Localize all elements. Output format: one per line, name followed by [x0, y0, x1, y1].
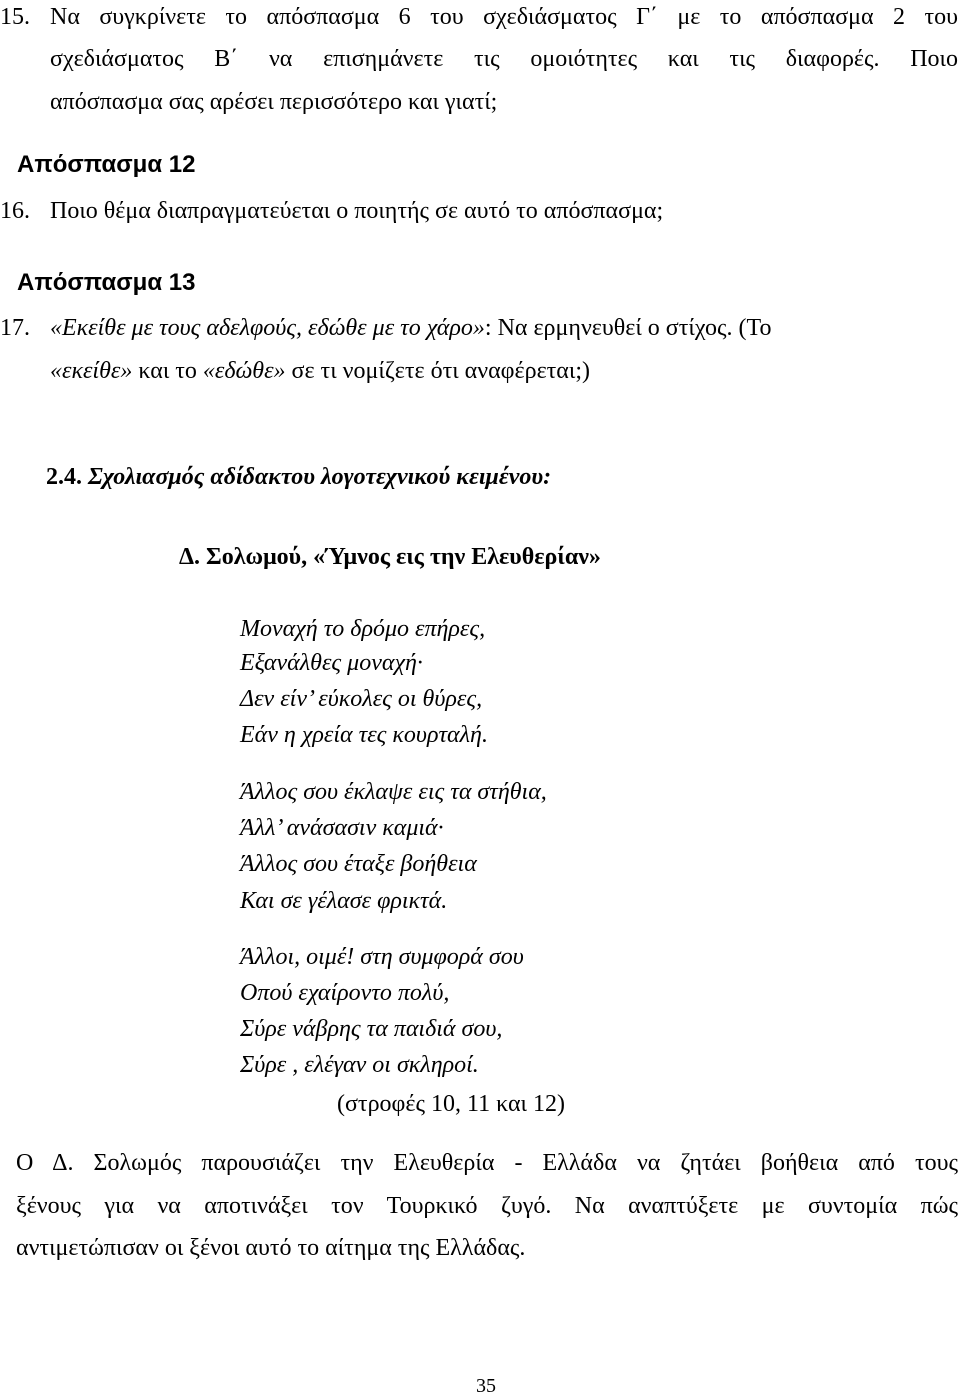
section-number: 2.4.	[46, 464, 82, 490]
question-17-text: : Να ερμηνευθεί ο στίχος. (Το	[484, 315, 772, 341]
poem-verse: Και σε γέλασε φρικτά.	[240, 888, 448, 914]
question-17-quote-ekeithe: «εκείθε»	[50, 358, 133, 384]
question-17-line-1	[0, 313, 771, 343]
question-15-text-1: Να συγκρίνετε το απόσπασμα 6 του σχεδιάσματος Γ΄ με το απόσπασμα 2 του	[50, 4, 958, 30]
question-16	[0, 196, 663, 226]
question-16-text: Ποιο θέμα διαπραγματεύεται ο ποιητής σε αυτό το απόσπασμα;	[50, 198, 664, 224]
poem-verse: Εξανάλθες μοναχή·	[240, 650, 423, 676]
section-title: Σχολιασμός αδίδακτου λογοτεχνικού κειμένου:	[88, 464, 552, 490]
poem-verse: Εάν η χρεία τες κουρταλή.	[240, 722, 488, 748]
excerpt-13-heading: Απόσπασμα 13	[17, 269, 196, 296]
question-17-mid: και το	[132, 358, 203, 384]
question-17-quote: «Εκείθε με τους αδελφούς, εδώθε με το χάρο»	[50, 315, 485, 341]
poem-title: Δ. Σολωμού, «Ύμνος εις την Ελευθερίαν»	[179, 544, 601, 570]
question-15-line-2: σχεδιάσματος Β΄ να επισημάνετε τις ομοιότητες και τις διαφορές. Ποιο	[50, 46, 958, 72]
task-line-3: αντιμετώπισαν οι ξένοι αυτό το αίτημα της Ελλάδας.	[16, 1235, 526, 1261]
question-17-rest: σε τι νομίζετε ότι αναφέρεται;)	[285, 358, 590, 384]
stanzas-reference: (στροφές 10, 11 και 12)	[337, 1091, 565, 1117]
question-17-number: 17.	[0, 315, 30, 341]
poem-verse: Άλλος σου έταξε βοήθεια	[240, 851, 477, 877]
question-17-quote-edothe: «εδώθε»	[202, 358, 286, 384]
poem-verse: Σύρε , ελέγαν οι σκληροί.	[240, 1052, 479, 1078]
poem-verse: Άλλος σου έκλαψε εις τα στήθια,	[240, 779, 547, 805]
question-17-line-2	[50, 356, 590, 386]
question-15-number: 15.	[0, 4, 30, 30]
task-line-2: ξένους για να αποτινάξει τον Τουρκικό ζυγό. Να αναπτύξετε με συντομία πώς	[16, 1193, 958, 1219]
poem-verse: Μοναχή το δρόμο επήρες,	[240, 616, 486, 642]
page-number: 35	[476, 1375, 496, 1397]
question-16-number: 16.	[0, 198, 30, 224]
poem-verse: Οπού εχαίροντο πολύ,	[240, 980, 450, 1006]
excerpt-12-heading: Απόσπασμα 12	[17, 151, 196, 178]
task-line-1: Ο Δ. Σολωμός παρουσιάζει την Ελευθερία - Ελλάδα να ζητάει βοήθεια από τους	[16, 1150, 958, 1176]
poem-verse: Σύρε νάβρης τα παιδιά σου,	[240, 1016, 503, 1042]
section-heading	[46, 462, 551, 492]
question-15-line-1	[0, 2, 958, 32]
poem-verse: Άλλ’ ανάσασιν καμιά·	[240, 815, 444, 841]
question-15-line-3: απόσπασμα σας αρέσει περισσότερο και γιατί;	[50, 89, 498, 115]
poem-verse: Δεν είν’ εύκολες οι θύρες,	[240, 686, 483, 712]
poem-verse: Άλλοι, οιμέ! στη συμφορά σου	[240, 944, 524, 970]
